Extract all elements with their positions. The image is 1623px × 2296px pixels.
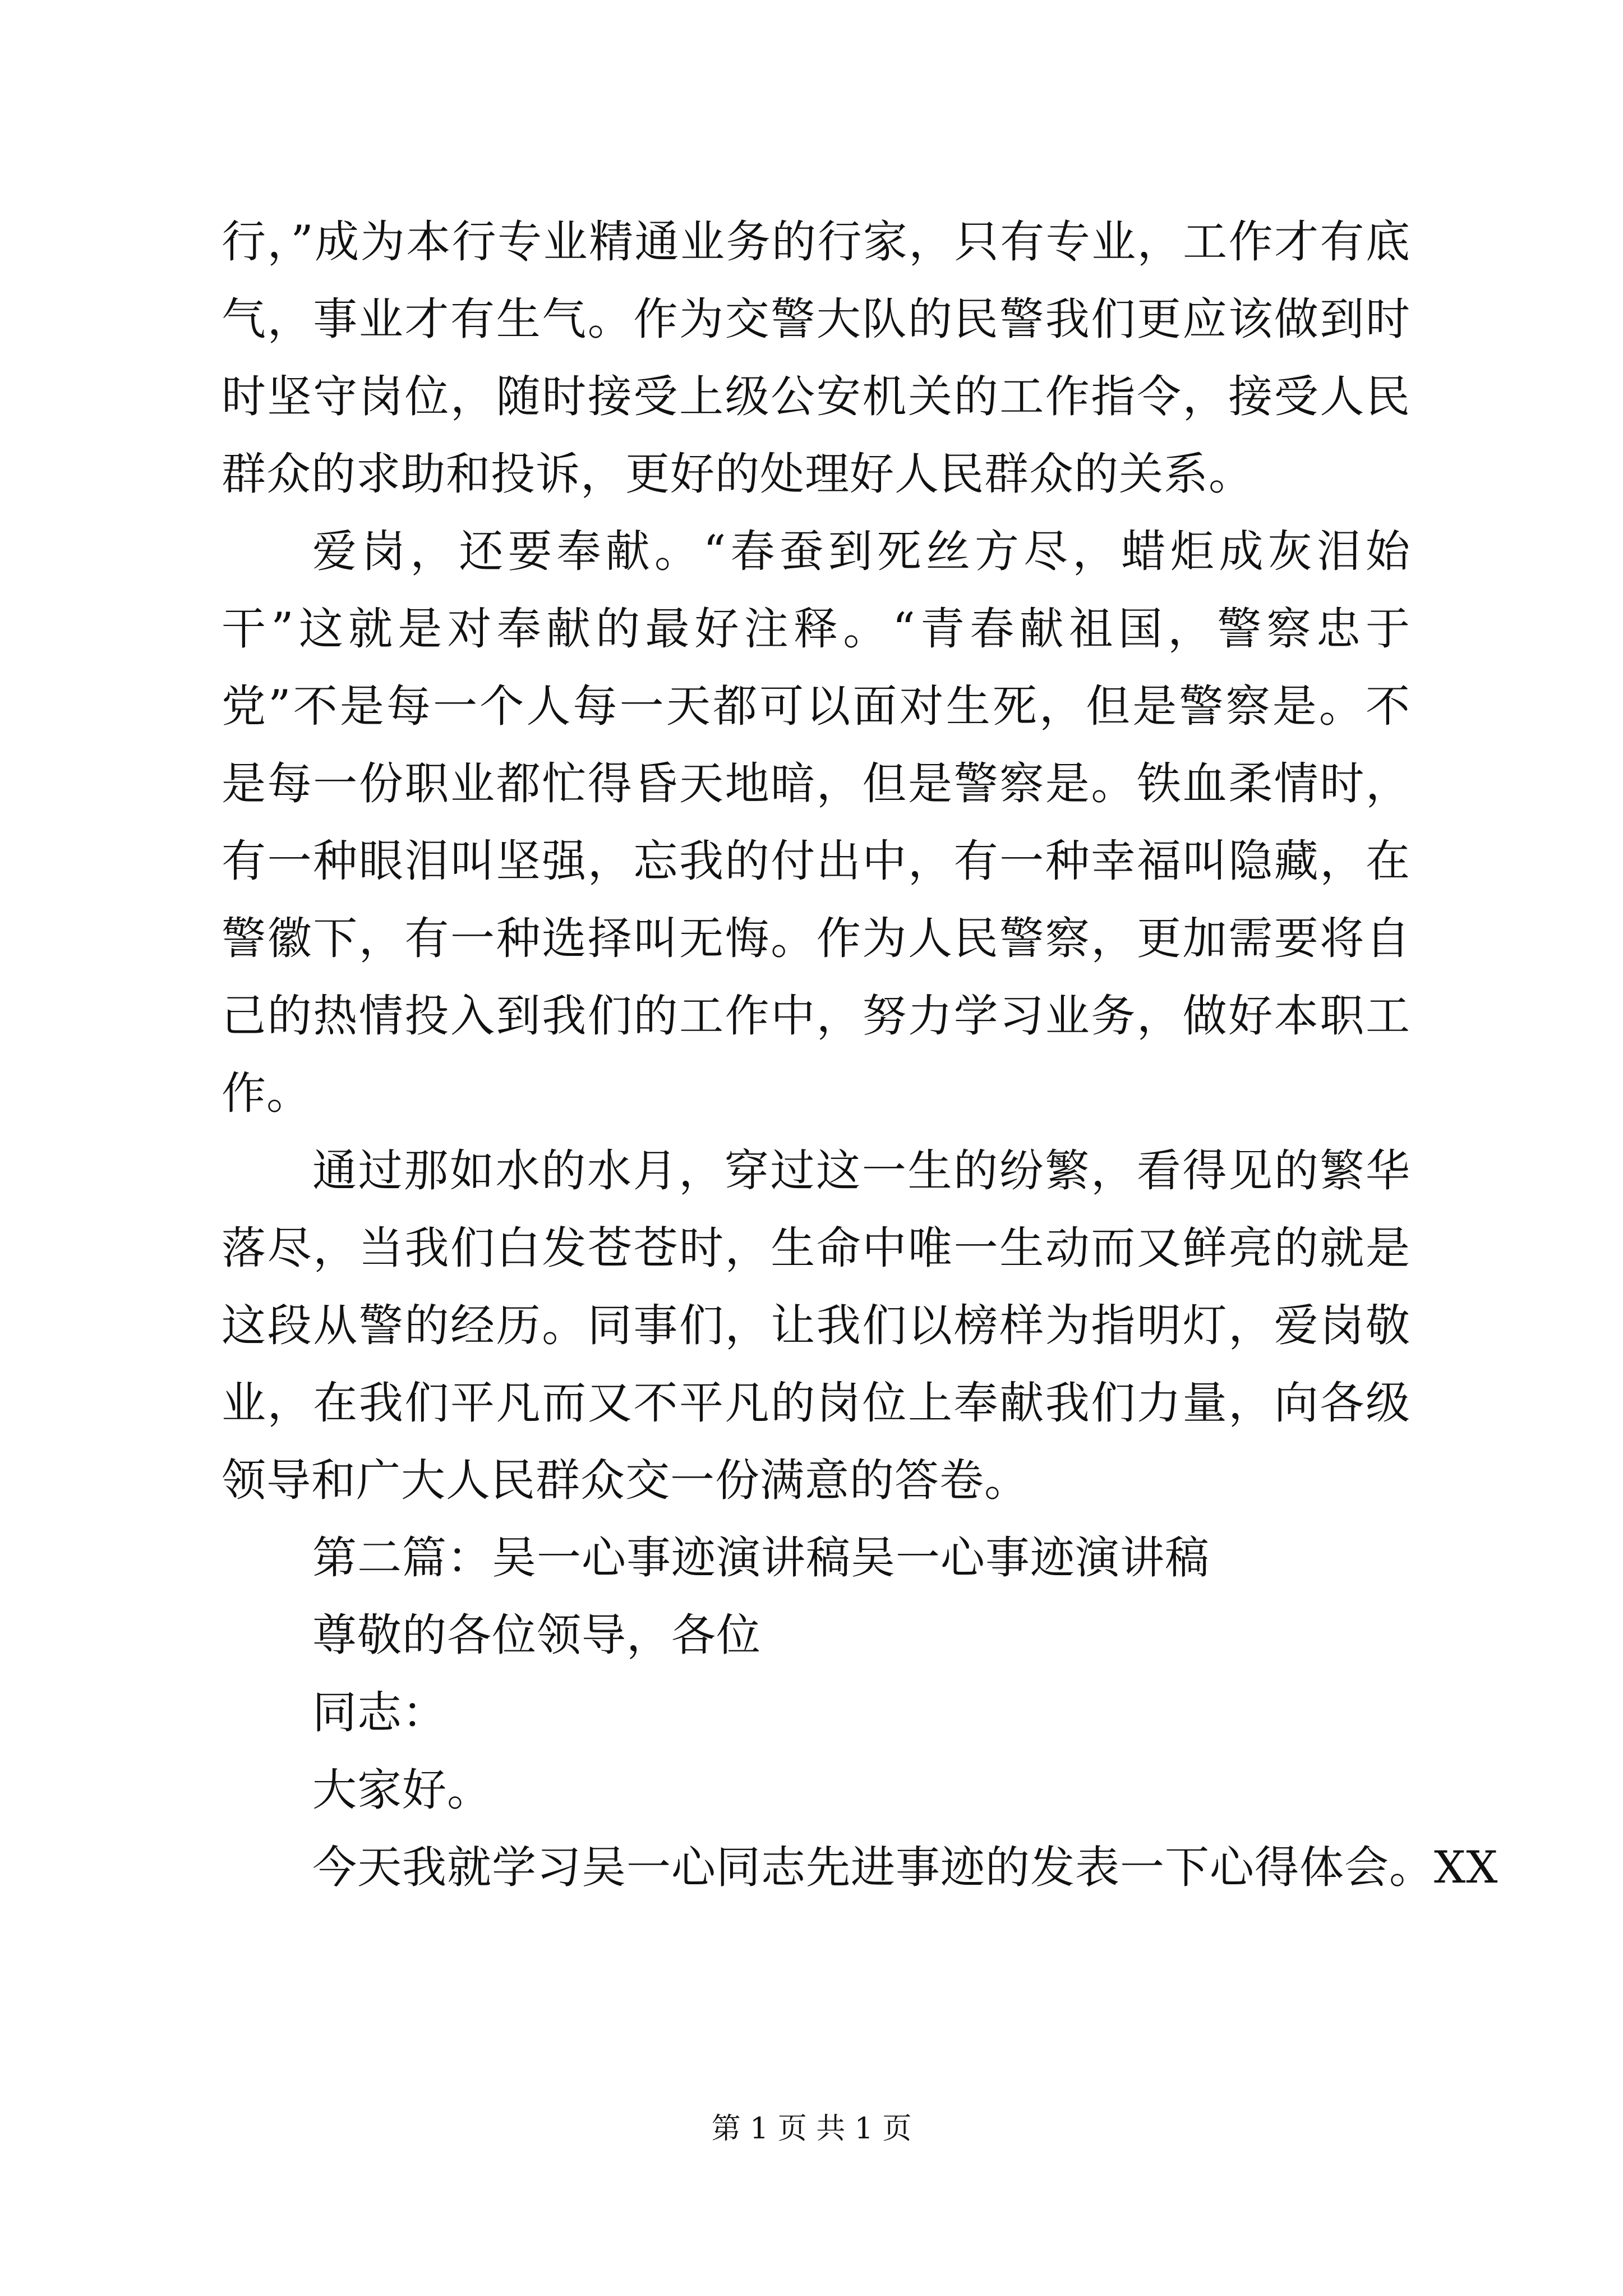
greeting: 大家好。 [312, 1764, 492, 1816]
paragraph-2: 爱岗，还要奉献。“春蚕到死丝方尽，蜡炬成灰泪始干”这就是对奉献的最好注释。“青春献祖国，警察忠于党”不是每一个人每一天都可以面对生死，但是警察是。不是每一份职业都忙得昏天地暗，但是警察是。铁血柔情时，有一种眼泪叫坚强，忘我的付出中，有一种幸福叫隐藏，在警徽下，有一种选择叫无悔。作为人民警察，更加需要将自己的热情投入到我们的工作中，努力学习业务，做好本职工作。 [222, 526, 1410, 1119]
section-title: 第二篇：吴一心事迹演讲稿吴一心事迹演讲稿 [312, 1532, 1210, 1584]
page-footer: 第 1 页 共 1 页 [711, 2112, 912, 2146]
paragraph-1: 行，”成为本行专业精通业务的行家，只有专业，工作才有底气，事业才有生气。作为交警大队的民警我们更应该做到时时坚守岗位，随时接受上级公安机关的工作指令，接受人民群众的求助和投诉，更好的处理好人民群众的关系。 [222, 216, 1410, 500]
salutation-line-1: 尊敬的各位领导，各位 [312, 1609, 761, 1661]
document-body [222, 203, 1498, 1906]
salutation-line-2: 同志： [312, 1687, 447, 1738]
paragraph-3: 通过那如水的水月，穿过这一生的纷繁，看得见的繁华落尽，当我们白发苍苍时，生命中唯一生动而又鲜亮的就是这段从警的经历。同事们，让我们以榜样为指明灯，爱岗敬业，在我们平凡而又不平凡的岗位上奉献我们力量，向各级领导和广大人民群众交一份满意的答卷。 [222, 1145, 1410, 1506]
last-line: 今天我就学习吴一心同志先进事迹的发表一下心得体会。XX [312, 1842, 1498, 1893]
